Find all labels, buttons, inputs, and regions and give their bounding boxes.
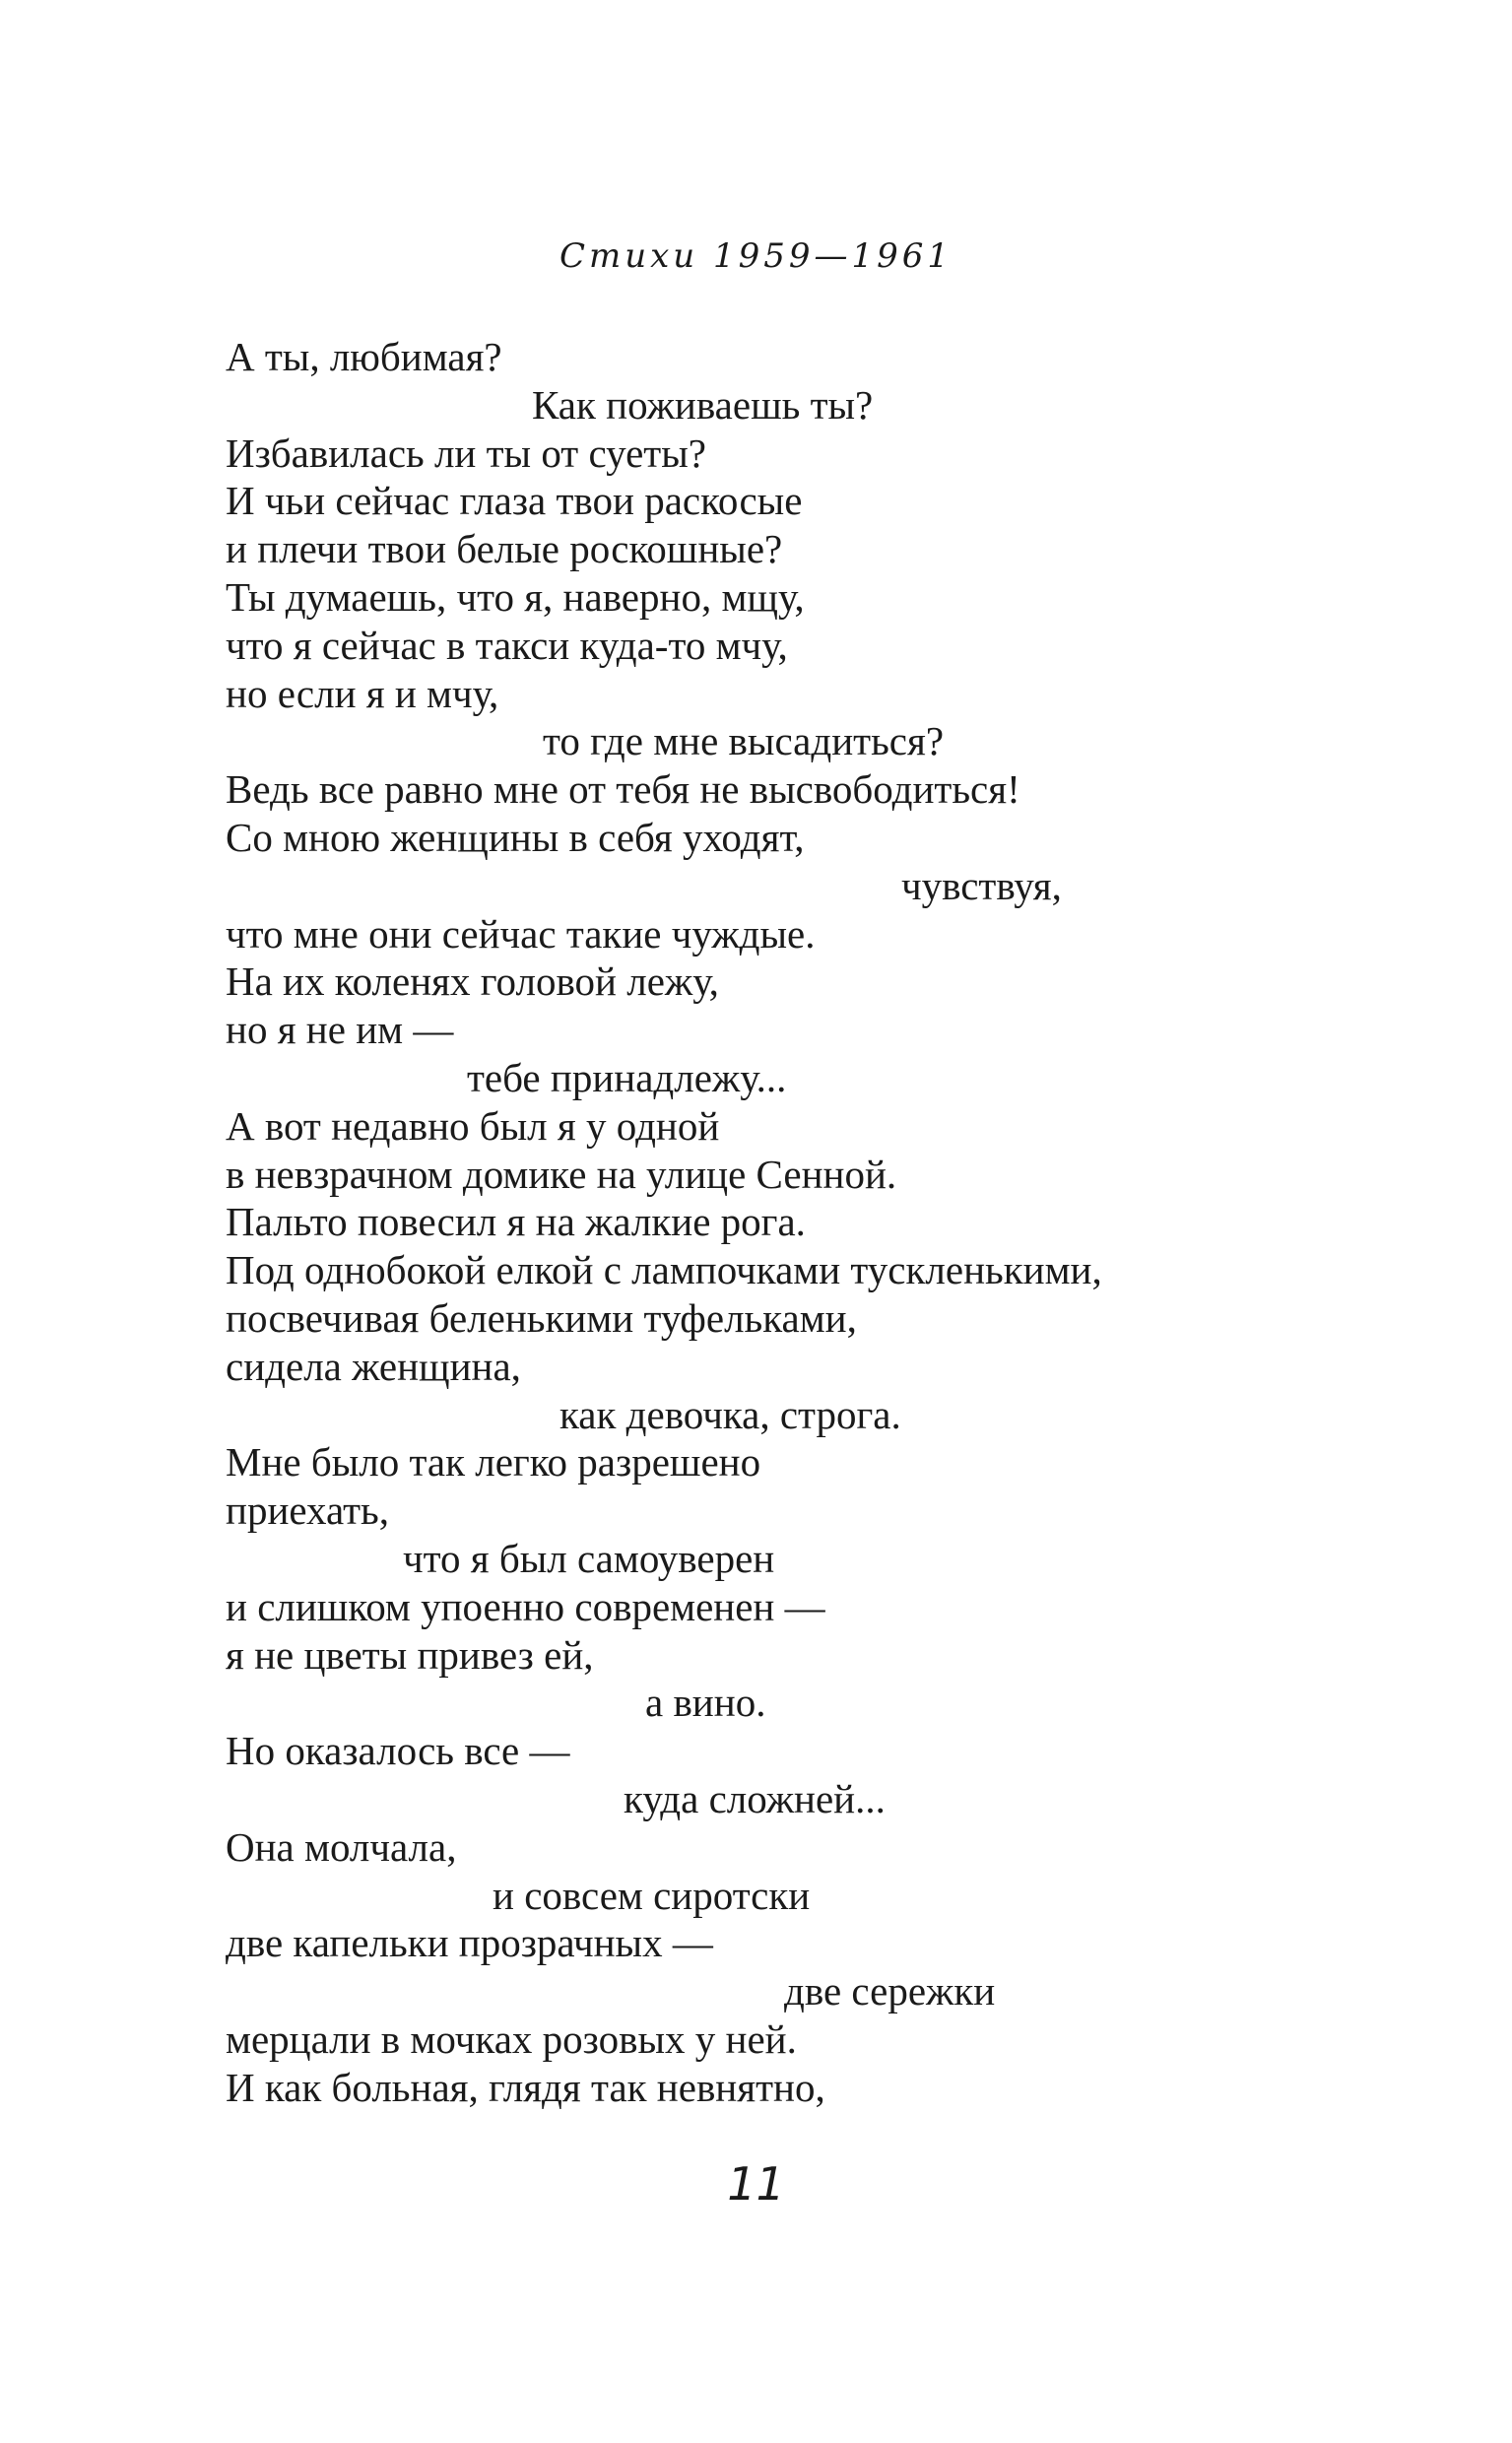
poem-line: но я не им — — [226, 1007, 454, 1053]
poem-line: и совсем сиротски — [493, 1872, 811, 1918]
poem-line: На их коленях головой лежу, — [226, 958, 719, 1005]
poem-line: что я сейчас в такси куда-то мчу, — [226, 622, 788, 668]
poem-line: что я был самоуверен — [403, 1535, 775, 1581]
poem-line: а вино. — [645, 1680, 766, 1726]
poem-line: А вот недавно был я у одной — [226, 1102, 720, 1149]
poem-line: как девочка, строга. — [559, 1391, 901, 1437]
poem-line: чувствуя, — [901, 862, 1062, 908]
poem-line: Мне было так легко разрешено — [226, 1439, 761, 1486]
poem-line: И как больная, глядя так невнятно, — [226, 2064, 825, 2110]
poem-line: Она молчала, — [226, 1823, 457, 1870]
poem-line: куда сложней... — [624, 1775, 886, 1821]
poem-line: Под однобокой елкой с лампочками тускленькими, — [226, 1247, 1102, 1293]
running-head: Стихи 1959—1961 — [559, 236, 953, 276]
poem-line: но если я и мчу, — [226, 670, 499, 716]
poem-line: и плечи твои белые роскошные? — [226, 526, 783, 572]
poem-line: Но оказалось все — — [226, 1728, 570, 1774]
poem-line: Пальто повесил я на жалкие рога. — [226, 1199, 806, 1245]
poem-line: сидела женщина, — [226, 1343, 521, 1389]
poem-line: что мне они сейчас такие чуждые. — [226, 910, 816, 957]
poem-text — [226, 333, 1358, 2111]
poem-line: две капельки прозрачных — — [226, 1920, 713, 1966]
poem-line: Как поживаешь ты? — [532, 381, 874, 428]
poem-line: я не цветы привез ей, — [226, 1631, 594, 1678]
poem-line: посвечивая беленькими туфельками, — [226, 1294, 857, 1341]
page-number: 11 — [727, 2157, 785, 2211]
poem-line: мерцали в мочках розовых у ней. — [226, 2015, 797, 2062]
poem-line: тебе принадлежу... — [467, 1054, 787, 1100]
poem-line: Со мною женщины в себя уходят, — [226, 814, 805, 860]
poem-line: в невзрачном домике на улице Сенной. — [226, 1151, 897, 1197]
poem-line: Ведь все равно мне от тебя не высвободиться! — [226, 766, 1020, 813]
poem-line: и слишком упоенно современен — — [226, 1583, 825, 1629]
poem-line: приехать, — [226, 1487, 390, 1534]
poem-line: то где мне высадиться? — [543, 718, 945, 764]
poem-line: А ты, любимая? — [226, 334, 502, 379]
poem-line: И чьи сейчас глаза твои раскосые — [226, 478, 803, 524]
poem-line: две сережки — [784, 1968, 996, 2014]
poem-line: Ты думаешь, что я, наверно, мщу, — [226, 573, 805, 620]
poem-line: Избавилась ли ты от суеты? — [226, 429, 706, 476]
